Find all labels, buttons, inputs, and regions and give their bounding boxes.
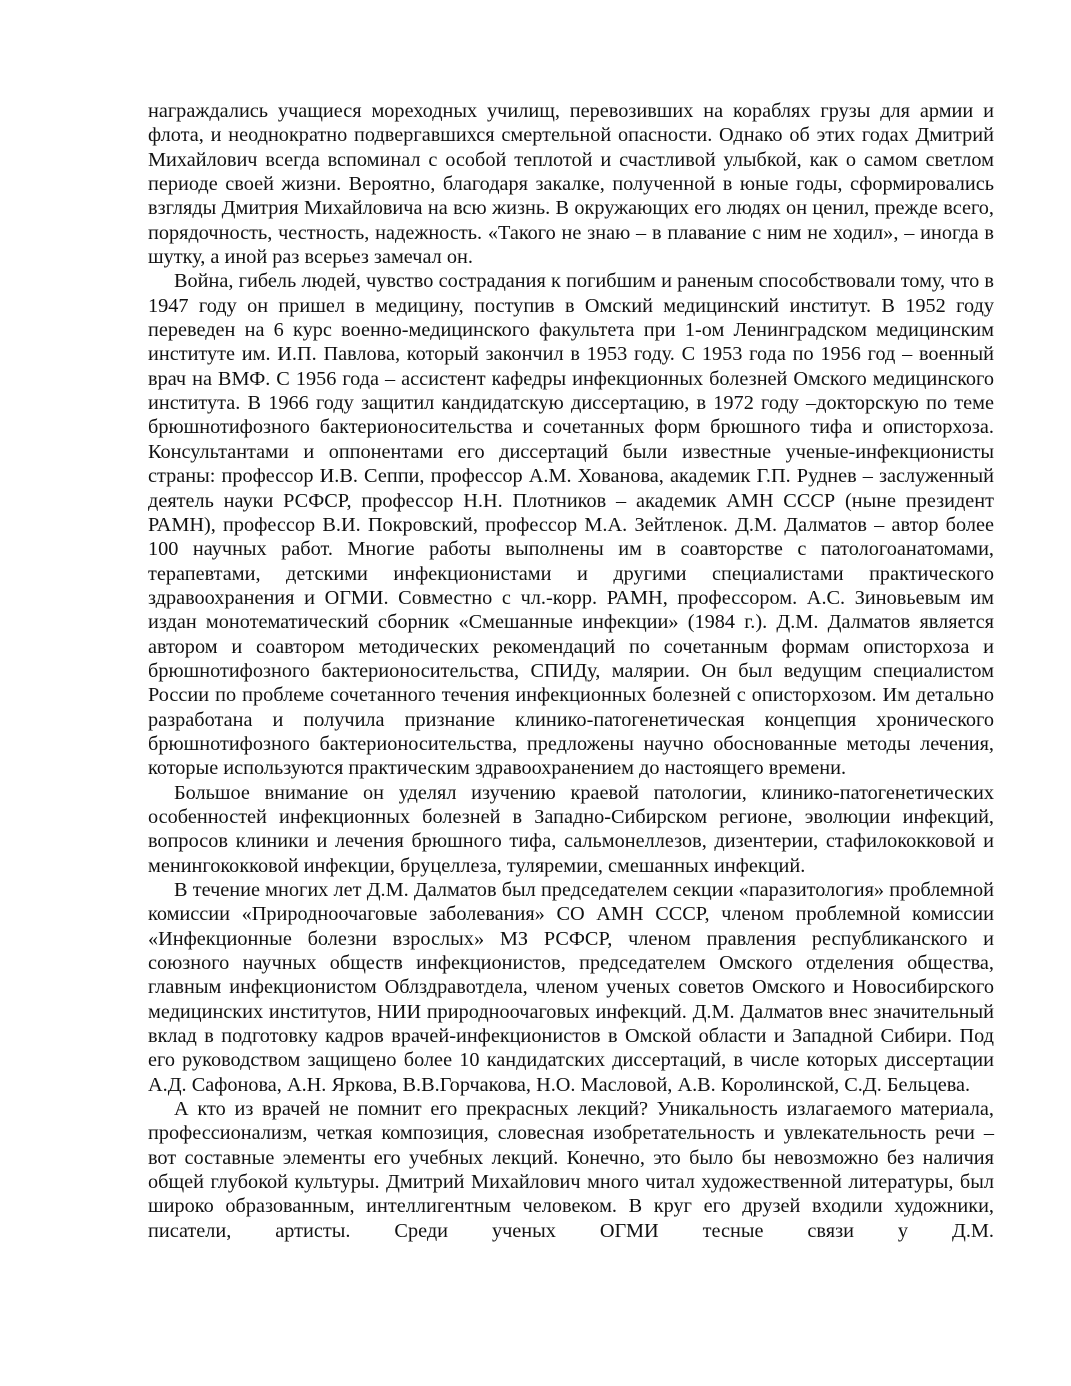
paragraph-regional-pathology: Большое внимание он уделял изучению краевой патологии, клинико-патогенетических особенностей инфекционных болезней в Западно-Сибирском регионе, эволюции инфекций, вопросов клиники и лечения брюшного тифа, сальмонеллезов, дизентерии, стафилококковой и менингококковой инфекции, бруцеллеза, туляремии, смешанных инфекций. (148, 781, 994, 877)
paragraph-youth-years: награждались учащиеся мореходных училищ, перевозивших на кораблях грузы для армии и флота, и неоднократно подвергавшихся смертельной опасности. Однако об этих годах Дмитрий Михайлович всегда вспоминал с особой теплотой и счастливой улыбкой, как о самом светлом периоде своей жизни. Вероятно, благодаря закалке, полученной в юные годы, сформировались взгляды Дмитрия Михайловича на всю жизнь. В окружающих его людях он ценил, прежде всего, порядочность, честность, надежность. «Такого не знаю – в плавание с ним не ходил», – иногда в шутку, а иной раз всерьез замечал он. (148, 100, 994, 269)
paragraph-medical-career: Война, гибель людей, чувство сострадания к погибшим и раненым способствовали тому, что в 1947 году он пришел в медицину, поступив в Омский медицинский институт. В 1952 году переведен на 6 курс военно-медицинского факультета при 1-ом Ленинградском медицинским институте им. И.П. Павлова, который закончил в 1953 году. С 1953 года по 1956 год – военный врач на ВМФ. С 1956 года – ассистент кафедры инфекционных болезней Омского медицинского института. В 1966 году защитил кандидатскую диссертацию, в 1972 году –докторскую по теме брюшнотифозного бактерионосительства и сочетанных форм брюшного тифа и описторхоза. Консультантами и оппонентами его диссертаций были известные ученые-инфекционисты страны: профессор И.В. Сеппи, профессор А.М. Хованова, академик Г.П. Руднев – заслуженный деятель науки РСФСР, профессор Н.Н. Плотников – академик АМН СССР (ныне президент РАМН), профессор В.И. Покровский, профессор М.А. Зейтленок. Д.М. Далматов – автор более 100 научных работ. Многие работы выполнены им в соавторстве с патологоанатомами, терапевтами, детскими инфекционистами и другими специалистами практического здравоохранения и ОГМИ. Совместно с чл.-корр. РАМН, профессором. А.С. Зиновьевым им издан монотематический сборник «Смешанные инфекции» (1984 г.). Д.М. Далматов является автором и соавтором методических рекомендаций по сочетанным формам описторхоза и брюшнотифозного бактерионосительства, СПИДу, малярии. Он был ведущим специалистом России по проблеме сочетанного течения инфекционных болезней с описторхозом. Им детально разработана и получила признание клинико-патогенетическая концепция хронического брюшнотифозного бактерионосительства, предложены научно обоснованные методы лечения, которые используются практическим здравоохранением до настоящего времени. (148, 270, 994, 780)
paragraph-committee-work: В течение многих лет Д.М. Далматов был председателем секции «паразитология» проблемной комиссии «Природноочаговые заболевания» СО АМН СССР, членом проблемной комиссии «Инфекционные болезни взрослых» МЗ РСФСР, членом правления республиканского и союзного научных обществ инфекционистов, председателем Омского отделения общества, главным инфекционистом Облздравотдела, членом ученых советов Омского и Новосибирского медицинских институтов, НИИ природноочаговых инфекций. Д.М. Далматов внес значительный вклад в подготовку кадров врачей-инфекционистов в Омской области и Западной Сибири. Под его руководством защищено более 10 кандидатских диссертаций, в числе которых диссертации А.Д. Сафонова, А.Н. Яркова, В.В.Горчакова, Н.О. Масловой, А.В. Королинской, С.Д. Бельцева. (148, 879, 994, 1096)
document-page (148, 99, 994, 1243)
paragraph-lectures: А кто из врачей не помнит его прекрасных лекций? Уникальность излагаемого материала, профессионализм, четкая композиция, словесная изобретательность и увлекательность речи – вот составные элементы его учебных лекций. Конечно, это было бы невозможно без наличия общей глубокой культуры. Дмитрий Михайлович много читал художественной литературы, был широко образованным, интеллигентным человеком. В круг его друзей входили художники, писатели, артисты. Среди ученых ОГМИ тесные связи у Д.М. (148, 1098, 994, 1242)
